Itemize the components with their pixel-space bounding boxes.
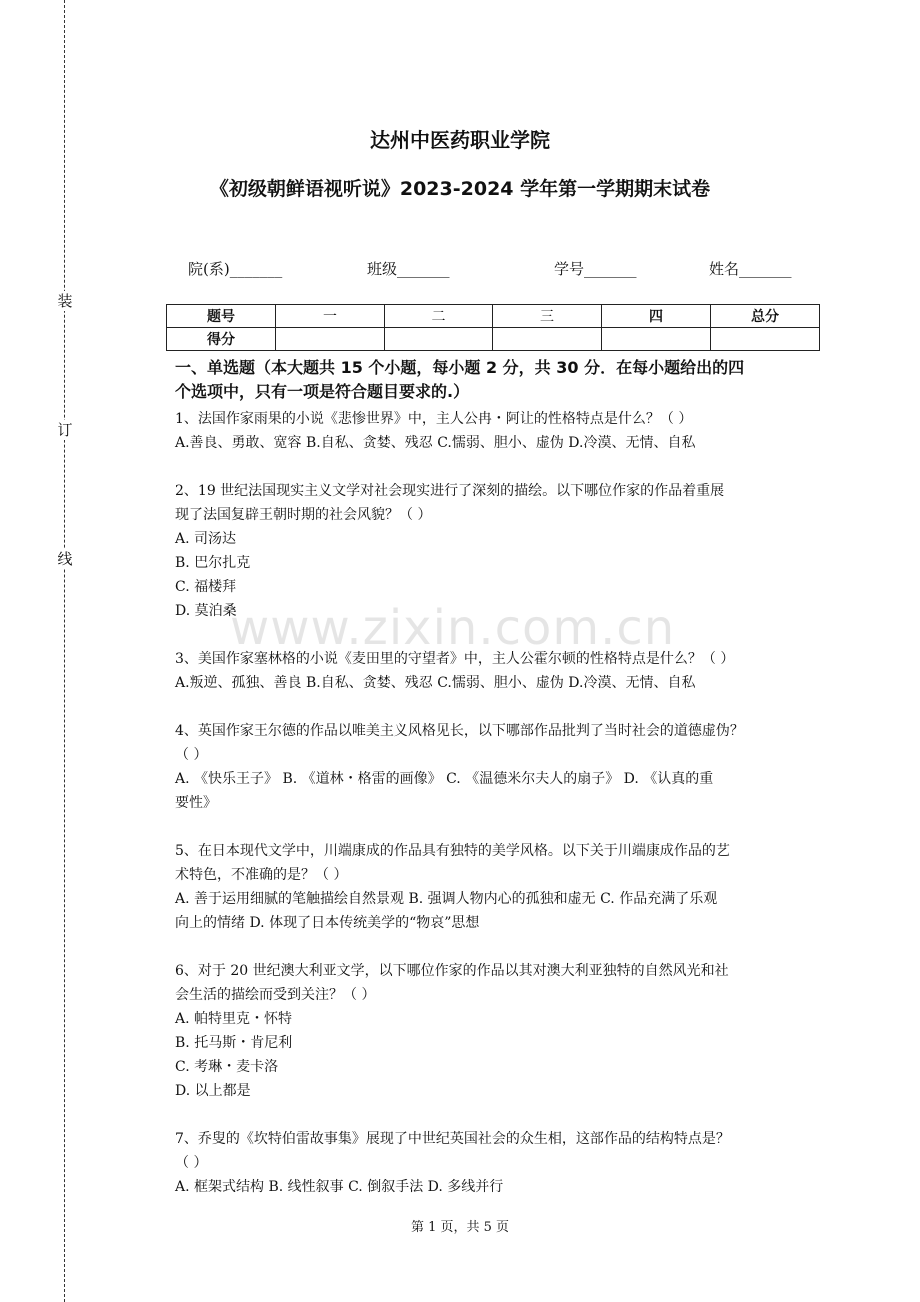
question-line: A.叛逆、孤独、善良 B.自私、贪婪、残忍 C.懦弱、胆小、虚伪 D.冷漠、无情、自私 <box>175 675 696 691</box>
question-line: 1、法国作家雨果的小说《悲惨世界》中，主人公冉・阿让的性格特点是什么？（ ） <box>175 411 693 427</box>
question-line: D. 以上都是 <box>175 1083 251 1099</box>
question-line: 5、在日本现代文学中，川端康成的作品具有独特的美学风格。以下关于川端康成作品的艺 <box>175 843 730 859</box>
question-line: 要性》 <box>175 795 217 811</box>
question-line: B. 巴尔扎克 <box>175 555 251 571</box>
question-line: 2、19 世纪法国现实主义文学对社会现实进行了深刻的描绘。以下哪位作家的作品着重展 <box>175 483 725 499</box>
question-item <box>175 1127 823 1199</box>
question-line: C. 考琳・麦卡洛 <box>175 1059 279 1075</box>
name-field: 姓名_______ <box>709 260 792 278</box>
student-id-field: 学号_______ <box>554 260 637 278</box>
score-cell[interactable] <box>711 328 820 351</box>
question-line: 6、对于 20 世纪澳大利亚文学，以下哪位作家的作品以其对澳大利亚独特的自然风光和社 <box>175 963 729 979</box>
question-line: 7、乔叟的《坎特伯雷故事集》展现了中世纪英国社会的众生相，这部作品的结构特点是？ <box>175 1131 730 1147</box>
question-line: 3、美国作家塞林格的小说《麦田里的守望者》中，主人公霍尔顿的性格特点是什么？（ ） <box>175 651 735 667</box>
score-header-cell: 四 <box>602 305 711 328</box>
question-item <box>175 839 823 935</box>
watermark: www.zixin.com.cn <box>230 600 676 656</box>
binding-char-ding: 订 <box>57 421 73 439</box>
section-heading-line: 一、单选题（本大题共 15 个小题，每小题 2 分，共 30 分．在每小题给出的四 <box>175 358 745 377</box>
exam-content <box>175 356 823 1223</box>
score-table <box>166 304 820 351</box>
question-line: （ ） <box>175 1155 208 1171</box>
score-table-score-row <box>167 328 820 351</box>
school-name: 达州中医药职业学院 <box>370 128 550 152</box>
section-heading <box>175 356 823 404</box>
binding-char-xian: 线 <box>57 550 73 568</box>
question-line: A. 司汤达 <box>175 531 237 547</box>
question-list <box>175 407 823 1199</box>
question-item <box>175 407 823 455</box>
score-cell[interactable] <box>385 328 493 351</box>
score-header-cell: 二 <box>385 305 493 328</box>
score-cell[interactable] <box>276 328 385 351</box>
score-header-cell: 三 <box>493 305 602 328</box>
score-cell[interactable] <box>602 328 711 351</box>
page-footer: 第 1 页，共 5 页 <box>410 1220 510 1235</box>
question-line: B. 托马斯・肯尼利 <box>175 1035 293 1051</box>
binding-char-zhuang: 装 <box>57 292 73 310</box>
question-line: （ ） <box>175 747 208 763</box>
score-row-label: 得分 <box>167 328 276 351</box>
question-line: 术特色，不准确的是？（ ） <box>175 867 348 883</box>
question-line: A. 框架式结构 B. 线性叙事 C. 倒叙手法 D. 多线并行 <box>175 1179 504 1195</box>
department-field: 院(系)_______ <box>188 260 283 278</box>
score-header-cell: 题号 <box>167 305 276 328</box>
section-heading-line: 个选项中，只有一项是符合题目要求的.） <box>175 382 470 401</box>
class-field: 班级_______ <box>367 260 450 278</box>
score-header-cell: 一 <box>276 305 385 328</box>
question-line: 现了法国复辟王朝时期的社会风貌？（ ） <box>175 507 432 523</box>
score-cell[interactable] <box>493 328 602 351</box>
question-item <box>175 719 823 815</box>
question-line: 4、英国作家王尔德的作品以唯美主义风格见长，以下哪部作品批判了当时社会的道德虚伪？ <box>175 723 744 739</box>
question-line: 向上的情绪 D. 体现了日本传统美学的“物哀”思想 <box>175 915 480 931</box>
question-line: 会生活的描绘而受到关注？（ ） <box>175 987 376 1003</box>
question-line: A. 善于运用细腻的笔触描绘自然景观 B. 强调人物内心的孤独和虚无 C. 作品充满了乐观 <box>175 891 718 907</box>
exam-title: 《初级朝鲜语视听说》2023-2024 学年第一学期期末试卷 <box>209 178 711 200</box>
question-line: C. 福楼拜 <box>175 579 237 595</box>
score-header-cell: 总分 <box>711 305 820 328</box>
question-line: D. 莫泊桑 <box>175 603 237 619</box>
question-line: A. 帕特里克・怀特 <box>175 1011 293 1027</box>
question-line: A. 《快乐王子》 B. 《道林・格雷的画像》 C. 《温德米尔夫人的扇子》 D. 《认真的重 <box>175 771 714 787</box>
score-table-header-row <box>167 305 820 328</box>
question-item <box>175 959 823 1103</box>
question-line: A.善良、勇敢、宽容 B.自私、贪婪、残忍 C.懦弱、胆小、虚伪 D.冷漠、无情、自私 <box>175 435 696 451</box>
